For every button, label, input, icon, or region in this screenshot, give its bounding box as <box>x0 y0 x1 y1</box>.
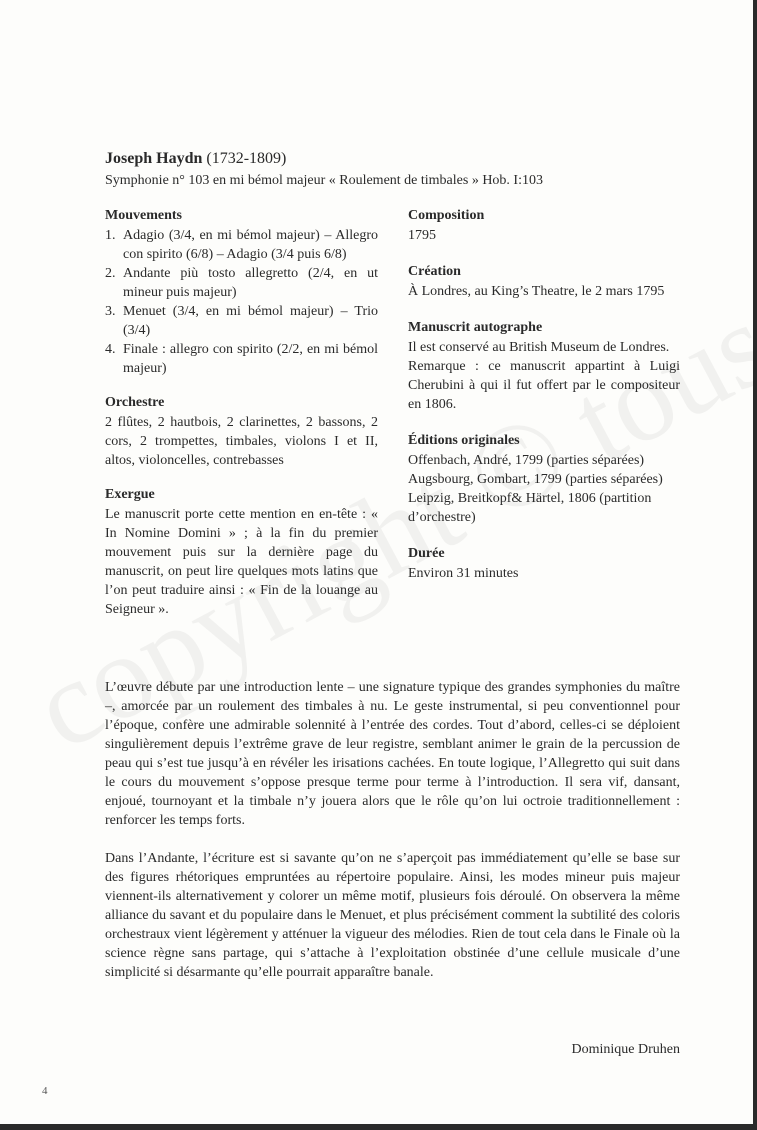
editions-section <box>408 431 680 527</box>
paragraph: L’œuvre débute par une introduction lente – une signature typique des grandes symphonies du maître –, amorcée par un roulement des timbales à nu. Le geste instrumental, si peu conventionnel pour l’époque, confère une admirable solennité à l’entrée des cordes. Tout d’abord, celles-ci se déploient singulièrement depuis l’extrême grave de leur registre, semblant animer le grain de la percussion de peau qui s’est tue jusqu’à en révéler les irisations cachées. En toute logique, l’Allegretto qui suit dans le cours du mouvement s’oppose presque terme pour terme à l’introduction. Il sera vif, dansant, enjoué, tournoyant et la timbale n’y jouera alors que le rôle qu’on lui octroie traditionnellement : renforcer les temps forts. <box>105 680 680 828</box>
edition-line: Leipzig, Breitkopf& Härtel, 1806 (partition d’orchestre) <box>408 491 652 525</box>
list-item-number: 3. <box>105 304 116 319</box>
list-item-text: Menuet (3/4, en mi bémol majeur) – Trio (3/4) <box>123 304 378 338</box>
composition-title: Composition <box>408 208 485 223</box>
manuscrit-remark: Remarque : ce manuscrit appartint à Luigi Cherubini à qui il fut offert par le compositeur en 1806. <box>408 359 680 412</box>
list-item-text: Andante più tosto allegretto (2/4, en ut mineur puis majeur) <box>123 266 378 300</box>
composer-dates: (1732-1809) <box>206 150 287 167</box>
edition-line: Offenbach, André, 1799 (parties séparées) <box>408 453 645 468</box>
mouvements-list <box>105 226 378 378</box>
duree-text: Environ 31 minutes <box>408 566 519 581</box>
scan-edge-right <box>753 0 757 1130</box>
orchestre-title: Orchestre <box>105 395 165 410</box>
duree-section <box>408 544 680 583</box>
page-number: 4 <box>42 1085 48 1097</box>
creation-section <box>408 262 680 301</box>
composer-line <box>105 148 685 170</box>
work-title: Symphonie n° 103 en mi bémol majeur « Roulement de timbales » Hob. I:103 <box>105 173 543 188</box>
composition-section <box>408 206 680 245</box>
editions-title: Éditions originales <box>408 433 520 448</box>
list-item-number: 1. <box>105 228 116 243</box>
exergue-title: Exergue <box>105 487 155 502</box>
paragraph: Dans l’Andante, l’écriture est si savante qu’on ne s’aperçoit pas immédiatement qu’elle se base sur des figures rhétoriques empruntées au répertoire populaire. Ainsi, les modes mineur puis majeur viennent-ils alternativement y colorer un même motif, plusieurs fois déroulé. On observera la même alliance du savant et du populaire dans le Menuet, et plus précisément comment la subtilité des coloris orchestraux vient légèrement y atténuer la vigueur des mélodies. Rien de tout cela dans le Finale où la science règne sans partage, qui s’attache à l’exploitation obstinée d’une cellule musicale d’une simplicité si désarmante qu’elle pourrait apparaître banale. <box>105 851 680 980</box>
composition-text: 1795 <box>408 228 436 243</box>
creation-text: À Londres, au King’s Theatre, le 2 mars 1795 <box>408 284 665 299</box>
duree-title: Durée <box>408 546 445 561</box>
list-item-text: Finale : allegro con spirito (2/2, en mi bémol majeur) <box>123 342 378 376</box>
scan-edge-bottom <box>0 1124 757 1130</box>
list-item <box>105 264 378 302</box>
commentary <box>105 678 680 1001</box>
header <box>105 148 685 192</box>
manuscrit-title: Manuscrit autographe <box>408 320 543 335</box>
list-item <box>105 302 378 340</box>
right-column <box>408 206 680 600</box>
creation-title: Création <box>408 264 461 279</box>
composer-name: Joseph Haydn <box>105 150 203 167</box>
list-item-text: Adagio (3/4, en mi bémol majeur) – Allegro con spirito (6/8) – Adagio (3/4 puis 6/8) <box>123 228 378 262</box>
list-item-number: 2. <box>105 266 116 281</box>
mouvements-section <box>105 206 378 378</box>
author-signature: Dominique Druhen <box>571 1042 680 1057</box>
list-item <box>105 340 378 378</box>
orchestre-section <box>105 393 378 470</box>
exergue-section <box>105 485 378 619</box>
exergue-text: Le manuscrit porte cette mention en en-tête : « In Nomine Domini » ; à la fin du premier mouvement puis sur la dernière page du manuscrit, on peut lire quelques mots latins que l’on peut traduire ainsi : « Fin de la louange au Seigneur ». <box>105 507 378 617</box>
edition-line: Augsbourg, Gombart, 1799 (parties séparées) <box>408 472 663 487</box>
mouvements-title: Mouvements <box>105 208 182 223</box>
list-item <box>105 226 378 264</box>
manuscrit-location: Il est conservé au British Museum de Londres. <box>408 340 670 355</box>
list-item-number: 4. <box>105 342 116 357</box>
manuscrit-section <box>408 318 680 414</box>
orchestre-text: 2 flûtes, 2 hautbois, 2 clarinettes, 2 bassons, 2 cors, 2 trompettes, timbales, violons I et II, altos, violoncelles, contrebasses <box>105 415 378 468</box>
left-column <box>105 206 378 634</box>
